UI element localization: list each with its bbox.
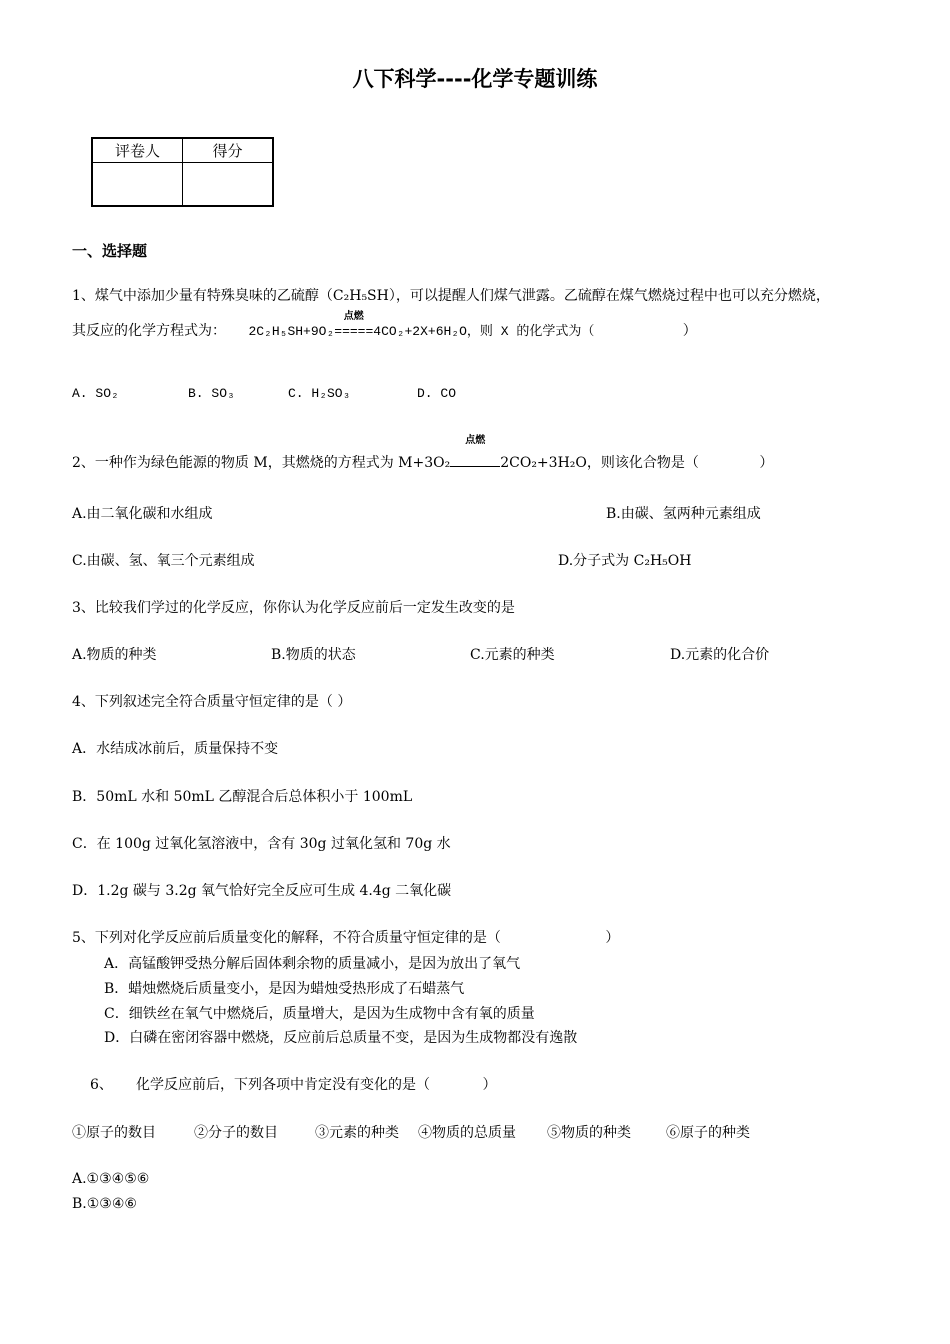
q6-close-paren: ） xyxy=(482,1077,497,1093)
q6-item-4: ④物质的总质量 xyxy=(418,1125,516,1141)
q3-option-b[interactable]: B.物质的状态 xyxy=(271,647,356,663)
q1-stem-line2 xyxy=(72,311,697,341)
q1-equation-left: 2C₂H₅SH+9O₂ xyxy=(248,324,335,339)
q3-option-d[interactable]: D.元素的化合价 xyxy=(670,647,770,663)
q2-option-c[interactable]: C.由碳、氢、氧三个元素组成 xyxy=(72,553,255,569)
q6-item-2: ②分子的数目 xyxy=(194,1125,278,1141)
q5-option-c[interactable]: C．细铁丝在氧气中燃烧后，质量增大，是因为生成物中含有氧的质量 xyxy=(104,1006,535,1022)
q2-stem xyxy=(72,435,774,472)
page-title: 八下科学----化学专题训练 xyxy=(352,67,598,91)
q2-option-a[interactable]: A.由二氧化碳和水组成 xyxy=(72,506,213,522)
q2-condition-label: 点燃 xyxy=(465,435,486,446)
q2-option-b[interactable]: B.由碳、氢两种元素组成 xyxy=(606,506,761,522)
q6-item-3: ③元素的种类 xyxy=(315,1125,399,1141)
q1-stem-prefix: 其反应的化学方程式为： xyxy=(72,323,226,339)
q1-option-c[interactable]: C. H₂SO₃ xyxy=(288,386,351,401)
q1-option-a[interactable]: A. SO₂ xyxy=(72,386,119,401)
q6-item-6: ⑥原子的种类 xyxy=(666,1125,750,1141)
q2-close-paren: ） xyxy=(759,455,774,471)
q6-option-a[interactable]: A.①③④⑤⑥ xyxy=(72,1171,150,1187)
q4-stem: 4、下列叙述完全符合质量守恒定律的是（ ） xyxy=(72,694,352,710)
score-table-header-grader: 评卷人 xyxy=(92,138,183,162)
q6-item-1: ①原子的数目 xyxy=(72,1125,156,1141)
q1-close-paren: ） xyxy=(682,323,697,339)
section-title: 一、选择题 xyxy=(72,242,148,260)
q3-option-a[interactable]: A.物质的种类 xyxy=(72,647,157,663)
q1-equation-right: 4CO₂+2X+6H₂O，则 X 的化学式为（ xyxy=(373,324,595,339)
q3-stem: 3、比较我们学过的化学反应，你你认为化学反应前后一定发生改变的是 xyxy=(72,600,515,616)
q2-equation-arrow xyxy=(450,435,500,467)
q2-stem-prefix: 2、一种作为绿色能源的物质 M，其燃烧的方程式为 M+3O₂ xyxy=(72,455,451,471)
q6-stem xyxy=(136,1076,496,1094)
score-table xyxy=(91,137,274,207)
q6-item-5: ⑤物质的种类 xyxy=(547,1125,631,1141)
q6-stem-text: 化学反应前后，下列各项中肯定没有变化的是（ xyxy=(136,1077,430,1093)
q4-option-c[interactable]: C．在 100g 过氧化氢溶液中，含有 30g 过氧化氢和 70g 水 xyxy=(72,836,451,852)
q5-stem xyxy=(72,929,619,947)
q6-number: 6、 xyxy=(90,1077,113,1093)
q2-stem-post: 2CO₂+3H₂O，则该化合物是（ xyxy=(500,455,699,471)
q1-option-b[interactable]: B. SO₃ xyxy=(188,386,235,401)
q1-condition-label: 点燃 xyxy=(343,311,364,322)
score-cell[interactable] xyxy=(183,162,274,206)
q4-option-d[interactable]: D．1.2g 碳与 3.2g 氧气恰好完全反应可生成 4.4g 二氧化碳 xyxy=(72,883,452,899)
q5-option-a[interactable]: A．高锰酸钾受热分解后固体剩余物的质量减小，是因为放出了氧气 xyxy=(104,956,521,972)
q2-option-d[interactable]: D.分子式为 C₂H₅OH xyxy=(558,553,692,569)
q1-arrow-text: ===== xyxy=(334,324,374,339)
q5-stem-text: 5、下列对化学反应前后质量变化的解释，不符合质量守恒定律的是（ xyxy=(72,930,501,946)
q1-stem-line1: 1、煤气中添加少量有特殊臭味的乙硫醇（C₂H₅SH），可以提醒人们煤气泄露。乙硫醇在煤气燃烧过程中也可以充分燃烧， xyxy=(72,288,830,304)
q5-option-d[interactable]: D．白磷在密闭容器中燃烧，反应前后总质量不变，是因为生成物都没有逸散 xyxy=(104,1030,578,1046)
q1-equation-arrow xyxy=(334,311,374,341)
score-table-header-score: 得分 xyxy=(183,138,274,162)
q4-option-b[interactable]: B．50mL 水和 50mL 乙醇混合后总体积小于 100mL xyxy=(72,789,413,805)
q5-close-paren: ） xyxy=(605,930,620,946)
q4-option-a[interactable]: A．水结成冰前后，质量保持不变 xyxy=(72,741,279,757)
q3-option-c[interactable]: C.元素的种类 xyxy=(470,647,555,663)
q5-option-b[interactable]: B．蜡烛燃烧后质量变小，是因为蜡烛受热形成了石蜡蒸气 xyxy=(104,981,465,997)
grader-cell[interactable] xyxy=(92,162,183,206)
q6-option-b[interactable]: B.①③④⑥ xyxy=(72,1196,137,1212)
q1-option-d[interactable]: D. CO xyxy=(417,386,457,401)
